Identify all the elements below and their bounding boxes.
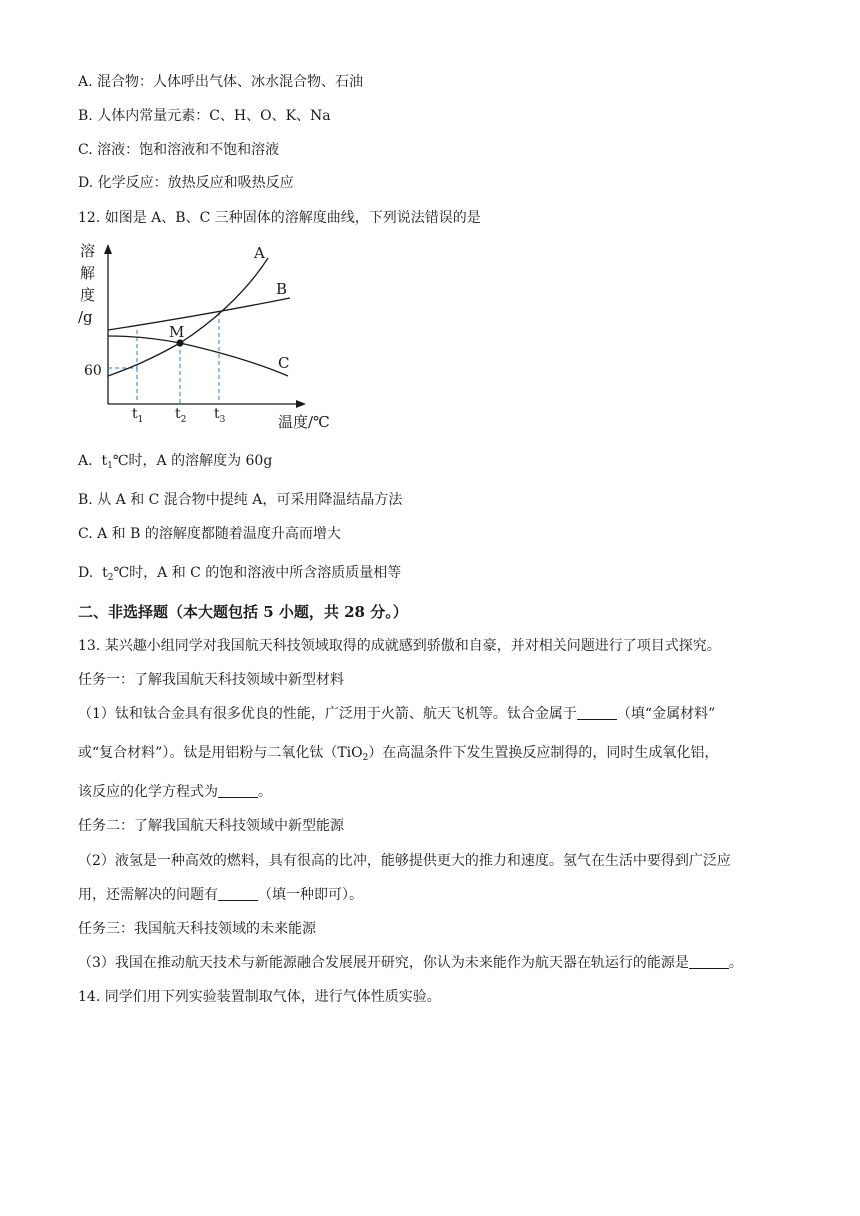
q13-part-2-line-1: （2）液氢是一种高效的燃料，具有很高的比冲，能够提供更大的推力和速度。氢气在生活中要得到广泛应 — [78, 853, 731, 869]
answer-blank-3[interactable] — [218, 886, 258, 901]
answer-blank-4[interactable] — [689, 954, 729, 969]
point-m-label: M — [169, 323, 185, 341]
answer-blank-2[interactable] — [218, 783, 258, 798]
x-axis-label: 温度/℃ — [278, 413, 330, 431]
section-heading: 二、非选择题（本大题包括 5 小题，共 28 分。） — [78, 603, 408, 621]
q13-part-3-text-a: （3）我国在推动航天技术与新能源融合发展展开研究，你认为未来能作为航天器在轨运行的能源是 — [78, 955, 689, 971]
x-tick-t2: $t_2$ — [175, 406, 187, 425]
q12-option-c: C. A 和 B 的溶解度都随着温度升高而增大 — [78, 526, 341, 542]
series-label-b: B — [276, 280, 288, 298]
x-tick-t1: $t_1$ — [132, 406, 144, 425]
q12-option-d-text: ℃时，A 和 C 的饱和溶液中所含溶质质量相等 — [113, 565, 402, 581]
q12-option-d-prefix: D. — [78, 565, 94, 581]
q12-option-a-t: t — [101, 453, 108, 469]
curve-c — [108, 336, 288, 376]
series-label-a: A — [254, 244, 265, 262]
q13-part-1-text-b: （填“金属材料” — [616, 706, 716, 722]
x-axis-arrow — [296, 400, 306, 408]
y-axis-label-2: 解 — [80, 264, 96, 282]
q13-task-3: 任务三：我国航天科技领域的未来能源 — [78, 921, 316, 937]
q12-option-a-prefix: A. — [78, 453, 93, 469]
q11-option-b: B. 人体内常量元素：C、H、O、K、Na — [78, 108, 331, 124]
y-tick-60: 60 — [84, 363, 102, 379]
y-axis-label-3: 度 — [80, 286, 96, 304]
q12-option-b: B. 从 A 和 C 混合物中提纯 A，可采用降温结晶方法 — [78, 492, 403, 508]
q12-stem: 12. 如图是 A、B、C 三种固体的溶解度曲线，下列说法错误的是 — [78, 210, 481, 226]
series-label-c: C — [278, 354, 290, 372]
q13-part-1-line-1 — [78, 704, 715, 724]
q13-part-1-text-e: 该反应的化学方程式为 — [78, 784, 218, 800]
q11-option-a: A. 混合物：人体呼出气体、冰水混合物、石油 — [78, 74, 364, 90]
q13-part-1-text-c: 或“复合材料”）。钛是用铝粉与二氧化钛（ — [78, 745, 338, 761]
q12-option-a-sub: 1 — [107, 461, 113, 471]
q13-part-1-text-a: （1）钛和钛合金具有很多优良的性能，广泛用于火箭、航天飞机等。钛合金属于 — [78, 706, 577, 722]
q12-option-d-t: t — [102, 565, 108, 581]
q13-part-1-line-2 — [78, 743, 718, 768]
q13-part-3-line-1 — [78, 953, 743, 973]
answer-blank-1[interactable] — [577, 705, 617, 720]
q14-stem: 14. 同学们用下列实验装置制取气体，进行气体性质实验。 — [78, 989, 441, 1005]
tio2-subscript: 2 — [362, 753, 369, 763]
q13-part-2-text-b: （填一种即可）。 — [258, 887, 363, 903]
y-axis-label-4: /g — [78, 308, 93, 326]
q13-part-3-text-b: 。 — [728, 955, 743, 971]
curve-b — [108, 298, 290, 330]
q12-option-a — [78, 451, 272, 476]
q12-option-d — [78, 563, 401, 588]
solubility-chart — [70, 236, 360, 436]
y-axis-arrow — [104, 244, 112, 254]
q13-task-2: 任务二：了解我国航天科技领域中新型能源 — [78, 818, 344, 834]
q13-part-2-line-2 — [78, 885, 363, 905]
tio2-formula: TiO — [337, 745, 363, 761]
q12-option-d-sub: 2 — [107, 573, 114, 583]
q13-task-1: 任务一：了解我国航天科技领域中新型材料 — [78, 672, 344, 688]
q12-option-a-text: ℃时，A 的溶解度为 60g — [112, 453, 273, 469]
q13-part-1-text-f: 。 — [258, 784, 272, 800]
y-axis-label-1: 溶 — [80, 242, 96, 260]
q13-stem: 13. 某兴趣小组同学对我国航天科技领域取得的成就感到骄傲和自豪，并对相关问题进行了项目式探究。 — [78, 638, 721, 654]
x-tick-t3: $t_3$ — [214, 406, 226, 425]
q13-part-1-text-d: ）在高温条件下发生置换反应制得的，同时生成氧化铝， — [368, 745, 719, 761]
q11-option-c: C. 溶液：饱和溶液和不饱和溶液 — [78, 142, 280, 158]
q13-part-2-text-a: 用，还需解决的问题有 — [78, 887, 218, 903]
q13-part-1-line-3 — [78, 782, 272, 802]
q11-option-d: D. 化学反应：放热反应和吸热反应 — [78, 175, 294, 191]
